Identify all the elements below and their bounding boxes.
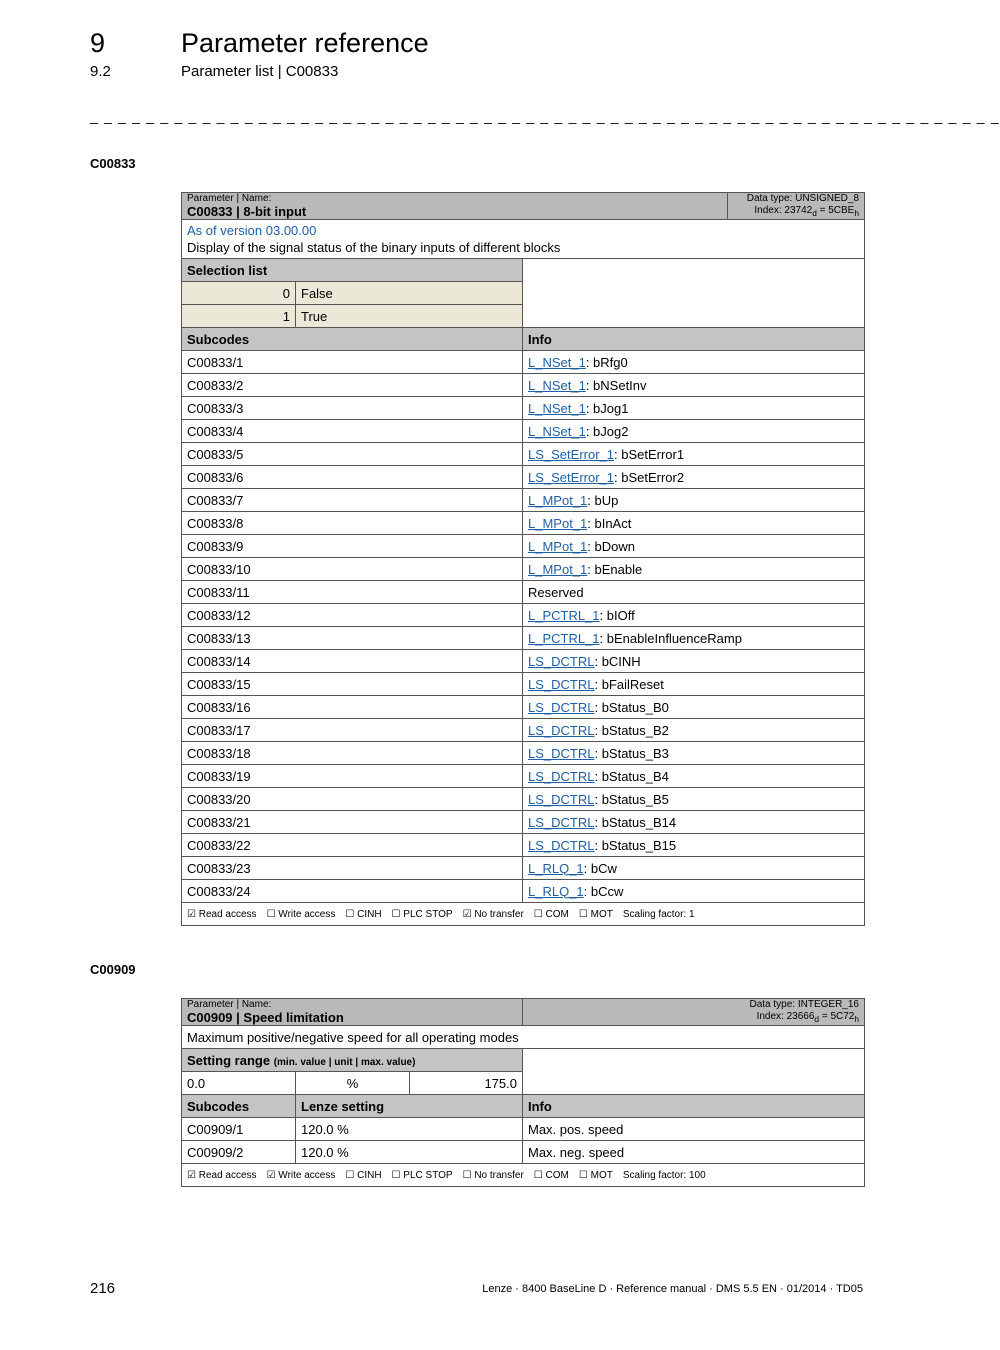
selection-list-title: Selection list [182, 259, 523, 282]
subcode: C00833/10 [182, 558, 523, 581]
selection-label: False [296, 282, 523, 305]
selection-value: 1 [182, 305, 296, 328]
subcode: C00833/24 [182, 880, 523, 903]
max-value: 175.0 [410, 1072, 523, 1095]
section-number: 9.2 [90, 63, 111, 80]
info [523, 811, 865, 834]
signal-name: : bUp [587, 492, 619, 508]
block-link[interactable]: L_NSet_1 [528, 354, 586, 370]
table-row [182, 857, 865, 880]
subcode: C00833/1 [182, 351, 523, 374]
access-flag: ☐ MOT [578, 1169, 613, 1181]
signal-name: Reserved [528, 584, 584, 600]
parameter-heading-c00833: C00833 [90, 156, 136, 171]
table-row [182, 535, 865, 558]
table-row [182, 696, 865, 719]
subcode: C00833/14 [182, 650, 523, 673]
table-row [182, 811, 865, 834]
signal-name: : bRfg0 [585, 354, 628, 370]
page-number: 216 [90, 1280, 116, 1297]
signal-name: : bIOff [599, 607, 635, 623]
signal-name: : bCINH [594, 653, 641, 669]
subcode: C00833/7 [182, 489, 523, 512]
block-link[interactable]: L_MPot_1 [528, 492, 588, 508]
access-flag: ☐ COM [533, 1169, 569, 1181]
block-link[interactable]: LS_DCTRL [528, 745, 595, 761]
description-cell [182, 220, 865, 259]
info [523, 696, 865, 719]
table-row [182, 466, 865, 489]
signal-name: : bStatus_B4 [594, 768, 669, 784]
subcode: C00833/22 [182, 834, 523, 857]
subcode: C00833/20 [182, 788, 523, 811]
info [523, 834, 865, 857]
signal-name: : bSetError1 [614, 446, 685, 462]
subcode: C00833/9 [182, 535, 523, 558]
table-row [182, 558, 865, 581]
block-link[interactable]: LS_SetError_1 [528, 446, 614, 462]
table-row [182, 765, 865, 788]
table-row [182, 397, 865, 420]
subcode: C00833/5 [182, 443, 523, 466]
signal-name: : bJog1 [585, 400, 629, 416]
table-row [182, 719, 865, 742]
block-link[interactable]: L_NSet_1 [528, 400, 586, 416]
data-type: Data type: INTEGER_16 [749, 999, 859, 1010]
info-header: Info [523, 328, 865, 351]
description: Display of the signal status of the binary inputs of different blocks [187, 240, 561, 255]
access-flag: ☐ PLC STOP [391, 1169, 453, 1181]
access-flag: ☑ No transfer [462, 908, 524, 920]
subcode: C00833/13 [182, 627, 523, 650]
block-link[interactable]: L_NSet_1 [528, 377, 586, 393]
data-type-cell [728, 193, 865, 220]
info [523, 673, 865, 696]
info [523, 742, 865, 765]
info [523, 420, 865, 443]
signal-name: : bStatus_B5 [594, 791, 669, 807]
info [523, 466, 865, 489]
lenze-setting: 120.0 % [296, 1141, 523, 1164]
lenze-setting: 120.0 % [296, 1118, 523, 1141]
access-flags [182, 1164, 865, 1187]
access-flag: ☐ MOT [578, 908, 613, 920]
table-row [182, 351, 865, 374]
signal-name: : bFailReset [594, 676, 664, 692]
info [523, 558, 865, 581]
info-header: Info [523, 1095, 865, 1118]
block-link[interactable]: LS_SetError_1 [528, 469, 614, 485]
info [523, 351, 865, 374]
block-link[interactable]: L_MPot_1 [528, 538, 588, 554]
info [523, 788, 865, 811]
table-row [182, 880, 865, 903]
version-note: As of version 03.00.00 [187, 223, 317, 238]
table-row [182, 604, 865, 627]
lenze-setting-header: Lenze setting [296, 1095, 523, 1118]
chapter-number: 9 [90, 28, 106, 58]
param-name: C00909 | Speed limitation [187, 1010, 344, 1025]
info [523, 627, 865, 650]
access-flag: ☐ Write access [266, 908, 336, 920]
subcode: C00833/12 [182, 604, 523, 627]
block-link[interactable]: LS_DCTRL [528, 791, 595, 807]
access-flag: ☐ PLC STOP [391, 908, 453, 920]
block-link[interactable]: LS_DCTRL [528, 676, 595, 692]
access-flag: Scaling factor: 100 [622, 1169, 706, 1181]
signal-name: : bStatus_B15 [594, 837, 677, 853]
signal-name: : bInAct [587, 515, 632, 531]
description: Maximum positive/negative speed for all operating modes [182, 1026, 865, 1049]
access-flag: ☑ Write access [266, 1169, 336, 1181]
info: Max. neg. speed [523, 1141, 865, 1164]
access-flags [182, 903, 865, 926]
block-link[interactable]: LS_DCTRL [528, 653, 595, 669]
subcode: C00909/1 [182, 1118, 296, 1141]
access-flag: ☐ CINH [345, 908, 382, 920]
signal-name: : bStatus_B0 [594, 699, 669, 715]
header-divider: _ _ _ _ _ _ _ _ _ _ _ _ _ _ _ _ _ _ _ _ _ _ _ _ _ _ _ _ _ _ _ _ _ _ _ _ _ _ _ _ _ _ _ _ _ _ _ _ _ _ _ _ _ _ _ _ _ _ _ _ _ _ _ _ _ [90, 108, 1000, 124]
info [523, 489, 865, 512]
info [523, 535, 865, 558]
info [523, 443, 865, 466]
access-flag: ☑ Read access [187, 908, 257, 920]
table-row [182, 374, 865, 397]
info [523, 650, 865, 673]
table-row [182, 834, 865, 857]
subcode: C00833/4 [182, 420, 523, 443]
subcode: C00909/2 [182, 1141, 296, 1164]
info [523, 512, 865, 535]
table-row [182, 742, 865, 765]
subcode: C00833/23 [182, 857, 523, 880]
signal-name: : bCcw [583, 883, 624, 899]
block-link[interactable]: LS_DCTRL [528, 814, 595, 830]
subcode: C00833/21 [182, 811, 523, 834]
info [523, 604, 865, 627]
block-link[interactable]: L_MPot_1 [528, 561, 588, 577]
param-name: C00833 | 8-bit input [187, 204, 307, 219]
block-link[interactable]: LS_DCTRL [528, 837, 595, 853]
subcode: C00833/16 [182, 696, 523, 719]
block-link[interactable]: L_NSet_1 [528, 423, 586, 439]
info [523, 581, 865, 604]
info [523, 880, 865, 903]
unit: % [296, 1072, 410, 1095]
block-link[interactable]: LS_DCTRL [528, 768, 595, 784]
section-title: Parameter list | C00833 [181, 63, 339, 80]
subcode: C00833/11 [182, 581, 523, 604]
info [523, 719, 865, 742]
signal-name: : bStatus_B2 [594, 722, 669, 738]
table-row [182, 627, 865, 650]
subcode: C00833/6 [182, 466, 523, 489]
subcode: C00833/15 [182, 673, 523, 696]
index: Index: $23666_d = 5C72_h$ [756, 1011, 859, 1024]
signal-name: : bJog2 [585, 423, 629, 439]
signal-name: : bEnableInfluenceRamp [599, 630, 742, 646]
param-name-cell: Parameter | Name: C00909 | Speed limitation [182, 999, 523, 1026]
block-link[interactable]: L_MPot_1 [528, 515, 588, 531]
signal-name: : bSetError2 [614, 469, 685, 485]
access-flag: ☐ CINH [345, 1169, 382, 1181]
block-link[interactable]: L_PCTRL_1 [528, 607, 600, 623]
block-link[interactable]: L_RLQ_1 [528, 883, 584, 899]
block-link[interactable]: L_RLQ_1 [528, 860, 584, 876]
subcode: C00833/17 [182, 719, 523, 742]
signal-name: : bCw [583, 860, 617, 876]
param-name-cell: Parameter | Name: C00833 | 8-bit input [182, 193, 728, 220]
subcode: C00833/19 [182, 765, 523, 788]
info [523, 765, 865, 788]
subcode: C00833/2 [182, 374, 523, 397]
block-link[interactable]: LS_DCTRL [528, 699, 595, 715]
table-row [182, 489, 865, 512]
access-flag: Scaling factor: 1 [622, 908, 695, 920]
info [523, 374, 865, 397]
signal-name: : bStatus_B14 [594, 814, 677, 830]
table-row [182, 1118, 865, 1141]
signal-name: : bEnable [587, 561, 643, 577]
parameter-table-c00833 [181, 192, 865, 926]
data-type: Data type: UNSIGNED_8 [746, 193, 859, 204]
table-row [182, 581, 865, 604]
data-type-cell [523, 999, 865, 1026]
table-row [182, 512, 865, 535]
subcode: C00833/3 [182, 397, 523, 420]
signal-name: : bDown [587, 538, 635, 554]
selection-value: 0 [182, 282, 296, 305]
index: Index: $23742_d = 5CBE_h$ [754, 205, 859, 218]
info [523, 397, 865, 420]
block-link[interactable]: L_PCTRL_1 [528, 630, 600, 646]
table-row [182, 650, 865, 673]
subcode: C00833/18 [182, 742, 523, 765]
setting-range-title: Setting range (min. value | unit | max. value) [182, 1049, 523, 1072]
access-flag: ☐ No transfer [462, 1169, 524, 1181]
table-row [182, 673, 865, 696]
table-row [182, 1141, 865, 1164]
info: Max. pos. speed [523, 1118, 865, 1141]
table-row [182, 420, 865, 443]
block-link[interactable]: LS_DCTRL [528, 722, 595, 738]
info [523, 857, 865, 880]
table-row [182, 443, 865, 466]
access-flag: ☑ Read access [187, 1169, 257, 1181]
chapter-title: Parameter reference [181, 28, 429, 58]
signal-name: : bStatus_B3 [594, 745, 669, 761]
parameter-table-c00909 [181, 998, 865, 1187]
selection-label: True [296, 305, 523, 328]
subcodes-header: Subcodes [182, 1095, 296, 1118]
signal-name: : bNSetInv [585, 377, 647, 393]
subcodes-header: Subcodes [182, 328, 523, 351]
access-flag: ☐ COM [533, 908, 569, 920]
table-row [182, 788, 865, 811]
subcode: C00833/8 [182, 512, 523, 535]
parameter-heading-c00909: C00909 [90, 962, 136, 977]
document-info: Lenze · 8400 BaseLine D · Reference manual · DMS 5.5 EN · 01/2014 · TD05 [482, 1283, 863, 1295]
min-value: 0.0 [182, 1072, 296, 1095]
